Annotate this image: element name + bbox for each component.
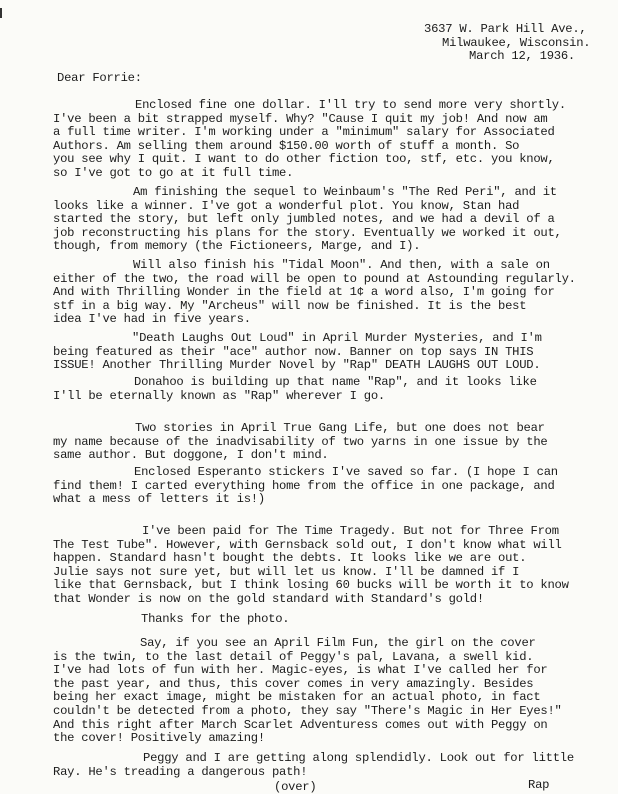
paragraph-line: Authors. Am selling them around $150.00 worth of stuff a month. So xyxy=(53,139,520,153)
paragraph-line: my name because of the inadvisability of two yarns in one issue by the xyxy=(53,435,548,449)
paragraph-line: I'll be eternally known as "Rap" wherever I go. xyxy=(53,389,385,403)
paragraph-line: that Wonder is now on the gold standard with Standard's gold! xyxy=(53,592,484,606)
paragraph-line: same author. But doggone, I don't mind. xyxy=(53,448,329,462)
paragraph-line: Ray. He's treading a dangerous path! xyxy=(53,765,308,779)
paragraph-line: I've had lots of fun with her. Magic-eyes, is what I've called her for xyxy=(53,663,548,677)
paragraph-line: The Test Tube". However, with Gernsback sold out, I don't know what will xyxy=(53,538,562,552)
paragraph-line: Am finishing the sequel to Weinbaum's "The Red Peri", and it xyxy=(133,185,557,199)
paragraph-line: the past year, and thus, this cover comes in very amazingly. Besides xyxy=(53,677,534,691)
paragraph-line: Enclosed fine one dollar. I'll try to send more very shortly. xyxy=(135,98,566,112)
paragraph-line: looks like a winner. I've got a wonderful plot. You know, Stan had xyxy=(53,199,520,213)
address-line: Milwaukee, Wisconsin. xyxy=(442,36,591,50)
paragraph-line: job reconstructing his plans for the story. Eventually we worked it out, xyxy=(53,226,562,240)
paragraph-line: though, from memory (the Fictioneers, Marge, and I). xyxy=(53,239,421,253)
paragraph-line: Two stories in April True Gang Life, but one does not bear xyxy=(135,421,545,435)
signature: Rap xyxy=(528,778,550,792)
address-line: March 12, 1936. xyxy=(469,49,575,63)
footer-over: (over) xyxy=(274,780,317,794)
paragraph-line: stf in a big way. My "Archeus" will now be finished. It is the best xyxy=(53,299,527,313)
paragraph-line: started the story, but left only jumbled notes, and we had a devil of a xyxy=(53,212,555,226)
paragraph-line: idea I've had in five years. xyxy=(53,312,251,326)
paragraph-line: Say, if you see an April Film Fun, the girl on the cover xyxy=(140,636,536,650)
paragraph-line: being featured as their "ace" author now. Banner on top says IN THIS xyxy=(53,345,534,359)
paragraph-line: Julie says not sure yet, but will let us know. I'll be damned if I xyxy=(53,565,520,579)
paragraph-line: what a mess of letters it is!) xyxy=(53,492,265,506)
paragraph-line: "Death Laughs Out Loud" in April Murder Mysteries, and I'm xyxy=(132,331,542,345)
paragraph-line: you see why I quit. I want to do other fiction too, stf, etc. you know, xyxy=(53,152,555,166)
paragraph-line: And with Thrilling Wonder in the field at 1¢ a word also, I'm going for xyxy=(53,285,555,299)
paragraph-line: Enclosed Esperanto stickers I've saved so far. (I hope I can xyxy=(134,465,558,479)
paragraph-line: I've been a bit strapped myself. Why? "Cause I quit my job! And now am xyxy=(53,112,548,126)
paragraph-line: Donahoo is building up that name "Rap", and it looks like xyxy=(134,375,537,389)
paragraph-line: either of the two, the road will be open to pound at Astounding regularly. xyxy=(53,272,576,286)
address-line: 3637 W. Park Hill Ave., xyxy=(424,22,587,36)
paragraph-line: the cover! Positively amazing! xyxy=(53,731,265,745)
paragraph-line: Thanks for the photo. xyxy=(141,612,290,626)
paragraph-line: Will also finish his "Tidal Moon". And then, with a sale on xyxy=(133,258,550,272)
paragraph-line: find them! I carted everything home from the office in one package, and xyxy=(53,479,555,493)
salutation: Dear Forrie: xyxy=(57,71,142,85)
paragraph-line: so I've got to go at it full time. xyxy=(53,166,294,180)
paragraph-line: is the twin, to the last detail of Peggy's pal, Lavana, a swell kid. xyxy=(53,650,534,664)
paragraph-line: a full time writer. I'm working under a "minimum" salary for Associated xyxy=(53,125,555,139)
paragraph-line: I've been paid for The Time Tragedy. But not for Three From xyxy=(142,524,559,538)
paragraph-line: And this right after March Scarlet Adventuress comes out with Peggy on xyxy=(53,718,548,732)
paragraph-line: happen. Standard hasn't bought the debts. It looks like we are out. xyxy=(53,551,527,565)
paragraph-line: ISSUE! Another Thrilling Murder Novel by "Rap" DEATH LAUGHS OUT LOUD. xyxy=(53,358,541,372)
paragraph-line: like that Gernsback, but I think losing 60 bucks will be worth it to know xyxy=(53,578,569,592)
margin-mark xyxy=(0,8,2,18)
paragraph-line: Peggy and I are getting along splendidly. Look out for little xyxy=(143,751,574,765)
paragraph-line: couldn't be detected from a photo, they say "There's Magic in Her Eyes!" xyxy=(53,704,562,718)
paragraph-line: being her exact image, might be mistaken for an actual photo, in fact xyxy=(53,690,541,704)
